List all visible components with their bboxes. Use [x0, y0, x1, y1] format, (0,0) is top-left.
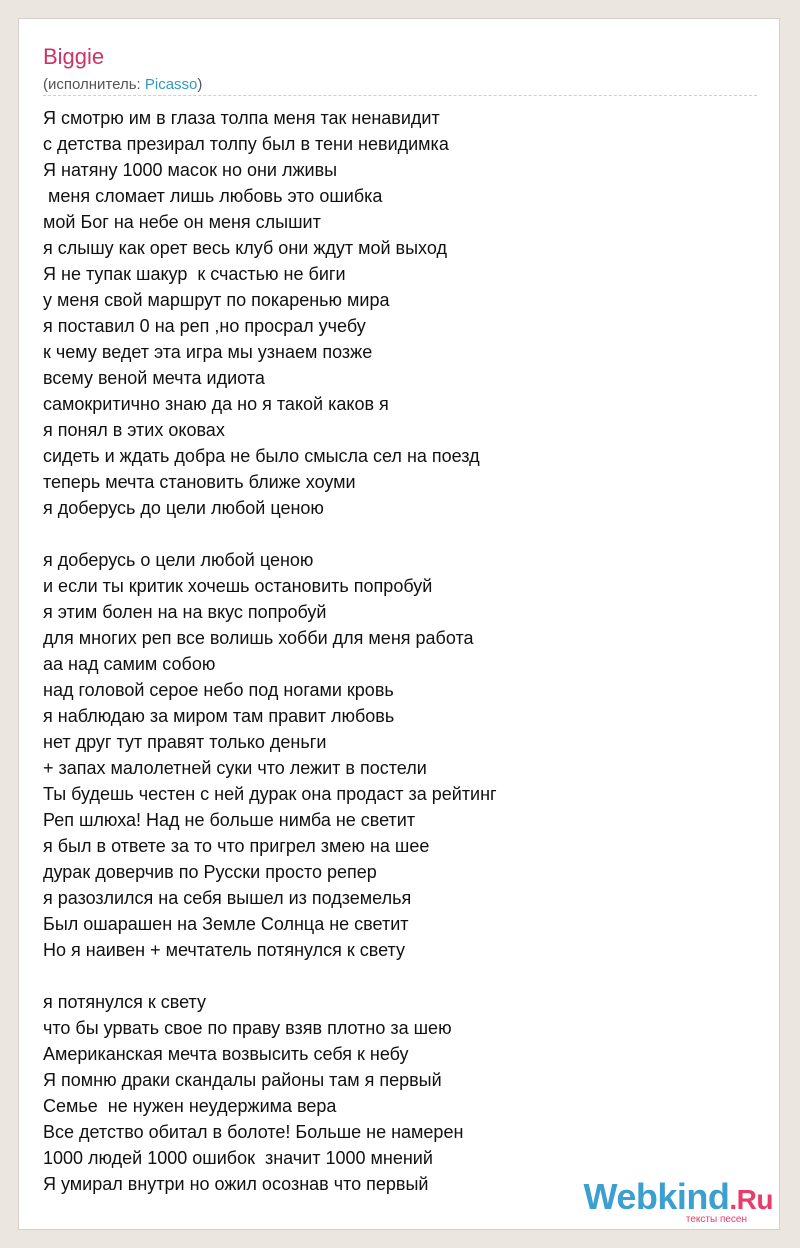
lyric-line: с детства презирал толпу был в тени невидимка	[43, 134, 449, 154]
artist-link[interactable]: Picasso	[144, 76, 198, 93]
song-title: Biggie	[43, 44, 105, 69]
lyric-line: нет друг тут правят только деньги	[43, 732, 327, 752]
lyric-line: я этим болен на на вкус попробуй	[43, 602, 327, 622]
lyric-line: я доберусь о цели любой ценою	[43, 550, 314, 570]
lyric-line: Семье не нужен неудержима вера	[43, 1096, 337, 1116]
lyric-line: я разозлился на себя вышел из подземелья	[43, 888, 412, 908]
lyric-line: Я не тупак шакур к счастью не биги	[43, 264, 346, 284]
lyric-line: дурак доверчив по Русски просто репер	[43, 862, 377, 882]
lyric-line: что бы урвать свое по праву взяв плотно за шею	[43, 1018, 452, 1038]
stanza-break	[43, 963, 763, 989]
logo-wordmark	[584, 1178, 773, 1219]
lyric-line: я понял в этих оковах	[43, 420, 225, 440]
lyric-line: самокритично знаю да но я такой каков я	[43, 394, 389, 414]
lyric-line: над головой серое небо под ногами кровь	[43, 680, 394, 700]
lyric-line: я был в ответе за то что пригрел змею на шее	[43, 836, 430, 856]
lyric-line: Ты будешь честен с ней дурак она продаст за рейтинг	[43, 784, 497, 804]
lyrics-body	[43, 105, 763, 1197]
logo-main-text: Webkind	[583, 1176, 730, 1217]
lyric-line: теперь мечта становить ближе хоуми	[43, 472, 356, 492]
lyric-line: я доберусь до цели любой ценою	[43, 498, 324, 518]
lyric-line: аа над самим собою	[43, 654, 216, 674]
lyric-line: я потянулся к свету	[43, 992, 206, 1012]
lyrics-card	[18, 18, 780, 1230]
lyric-line: Я натяну 1000 масок но они лживы	[43, 160, 338, 180]
lyric-line: и если ты критик хочешь остановить попробуй	[43, 576, 433, 596]
lyric-line: Американская мечта возвысить себя к небу	[43, 1044, 409, 1064]
lyric-line: сидеть и ждать добра не было смысла сел на поезд	[43, 446, 480, 466]
lyric-line: меня сломает лишь любовь это ошибка	[43, 186, 383, 206]
lyric-line: всему веной мечта идиота	[43, 368, 265, 388]
artist-suffix: )	[197, 76, 203, 93]
lyric-line: к чему ведет эта игра мы узнаем позже	[43, 342, 373, 362]
artist-prefix: (исполнитель:	[43, 76, 145, 93]
lyric-line: я поставил 0 на реп ,но просрал учебу	[43, 316, 366, 336]
lyric-line: Я умирал внутри но ожил осознав что первый	[43, 1174, 429, 1194]
lyric-line: у меня свой маршрут по покаренью мира	[43, 290, 390, 310]
lyric-line: Был ошарашен на Земле Солнца не светит	[43, 914, 409, 934]
lyric-line: для многих реп все волишь хобби для меня работа	[43, 628, 474, 648]
logo-tagline: тексты песен	[685, 1214, 747, 1225]
artist-line	[43, 75, 202, 95]
lyric-line: Реп шлюха! Над не больше нимба не светит	[43, 810, 416, 830]
lyric-line: я наблюдаю за миром там правит любовь	[43, 706, 395, 726]
lyric-line: Я помню драки скандалы районы там я первый	[43, 1070, 442, 1090]
divider	[43, 95, 757, 96]
lyric-line: я слышу как орет весь клуб они ждут мой выход	[43, 238, 447, 258]
lyric-line: мой Бог на небе он меня слышит	[43, 212, 321, 232]
stanza-break	[43, 521, 763, 547]
lyric-line: 1000 людей 1000 ошибок значит 1000 мнений	[43, 1148, 433, 1168]
lyric-line: Но я наивен + мечтатель потянулся к свету	[43, 940, 405, 960]
site-logo[interactable]	[584, 1178, 773, 1225]
lyric-line: Я смотрю им в глаза толпа меня так ненавидит	[43, 108, 440, 128]
logo-tld: .Ru	[729, 1184, 773, 1215]
lyric-line: + запах малолетней суки что лежит в постели	[43, 758, 427, 778]
lyric-line: Все детство обитал в болоте! Больше не намерен	[43, 1122, 464, 1142]
